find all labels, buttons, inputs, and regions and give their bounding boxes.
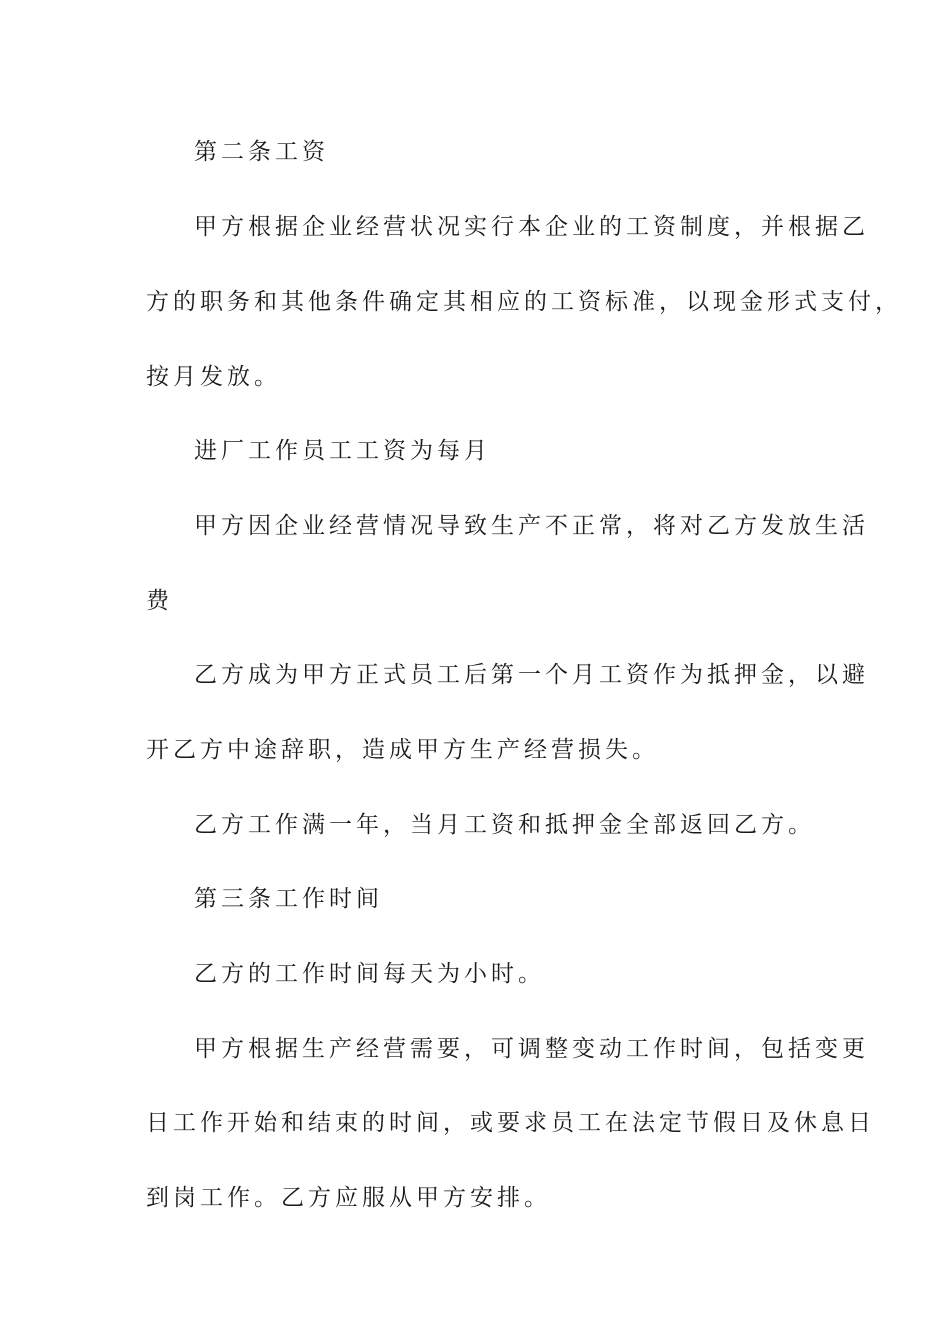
paragraph-line: 费 (146, 588, 173, 614)
paragraph-line: 甲方根据生产经营需要，可调整变动工作时间，包括变更 (194, 1036, 869, 1062)
paragraph-line: 按月发放。 (146, 364, 281, 390)
paragraph-line: 到岗工作。乙方应服从甲方安排。 (146, 1185, 551, 1211)
paragraph-line: 乙方工作满一年，当月工资和抵押金全部返回乙方。 (194, 812, 815, 838)
paragraph-line: 甲方因企业经营情况导致生产不正常，将对乙方发放生活 (194, 513, 869, 539)
paragraph-line: 乙方的工作时间每天为小时。 (194, 961, 545, 987)
paragraph-line: 方的职务和其他条件确定其相应的工资标准，以现金形式支付， (146, 289, 902, 315)
section-heading-wages: 第二条工资 (194, 139, 329, 165)
paragraph-line: 开乙方中途辞职，造成甲方生产经营损失。 (146, 737, 659, 763)
paragraph-line: 甲方根据企业经营状况实行本企业的工资制度，并根据乙 (194, 214, 869, 240)
section-heading-work-hours: 第三条工作时间 (194, 886, 383, 912)
paragraph-line: 进厂工作员工工资为每月 (194, 438, 491, 464)
paragraph-line: 日工作开始和结束的时间，或要求员工在法定节假日及休息日 (146, 1110, 875, 1136)
paragraph-line: 乙方成为甲方正式员工后第一个月工资作为抵押金，以避 (194, 662, 869, 688)
